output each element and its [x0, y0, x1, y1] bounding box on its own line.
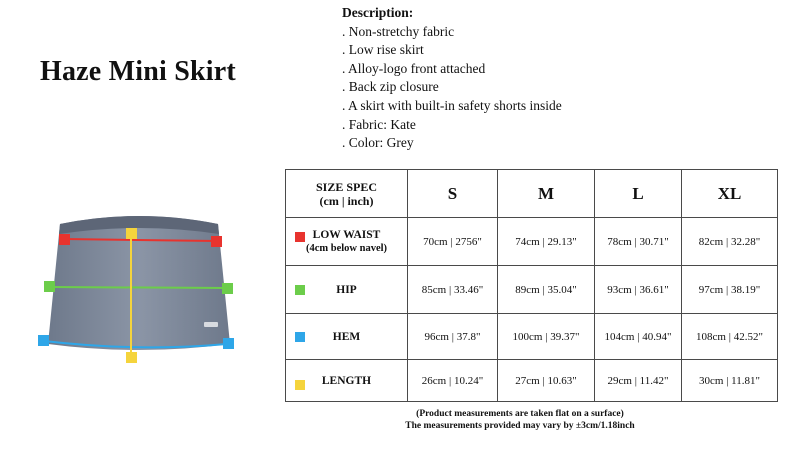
table-row	[286, 266, 778, 314]
table-cell: 70cm | 2756"	[408, 218, 498, 266]
low-waist-label: LOW WAIST	[312, 229, 381, 241]
table-row	[286, 314, 778, 360]
size-header-m: M	[498, 170, 595, 218]
measurement-note-flat: (Product measurements are taken flat on a surface)	[416, 409, 624, 419]
length-label-cell	[286, 360, 408, 402]
table-cell: 97cm | 38.19"	[682, 266, 778, 314]
length-marker-bottom	[126, 352, 137, 363]
table-header-row	[286, 170, 778, 218]
table-row	[286, 218, 778, 266]
hip-marker-left	[44, 281, 55, 292]
table-cell: 100cm | 39.37"	[498, 314, 595, 360]
hip-color-swatch	[295, 285, 305, 295]
table-cell: 85cm | 33.46"	[408, 266, 498, 314]
alloy-logo	[204, 322, 218, 327]
size-spec-table	[285, 169, 778, 402]
low-waist-sublabel: (4cm below navel)	[305, 243, 388, 254]
skirt-body	[48, 216, 230, 350]
hip-marker-right	[222, 283, 233, 294]
table-cell: 26cm | 10.24"	[408, 360, 498, 402]
product-title: Haze Mini Skirt	[40, 56, 236, 87]
length-color-swatch	[295, 380, 305, 390]
low-waist-marker-right	[211, 236, 222, 247]
measurement-notes	[285, 408, 755, 432]
hip-guide	[50, 287, 228, 288]
description-item: . Non-stretchy fabric	[342, 23, 455, 39]
skirt-measurement-diagram	[34, 204, 244, 364]
description-heading: Description:	[342, 5, 414, 20]
measurement-note-variance: The measurements provided may vary by ±3cm/1.18inch	[405, 421, 635, 431]
table-cell: 74cm | 29.13"	[498, 218, 595, 266]
length-label: LENGTH	[321, 374, 372, 387]
size-header-s: S	[408, 170, 498, 218]
hem-marker-right	[223, 338, 234, 349]
hem-color-swatch	[295, 332, 305, 342]
hem-label: HEM	[332, 330, 361, 343]
hip-label: HIP	[336, 283, 357, 296]
table-cell: 82cm | 32.28"	[682, 218, 778, 266]
table-cell: 89cm | 35.04"	[498, 266, 595, 314]
table-cell: 93cm | 36.61"	[595, 266, 682, 314]
hem-marker-left	[38, 335, 49, 346]
low-waist-marker-left	[59, 234, 70, 245]
description-item: . Fabric: Kate	[342, 116, 416, 132]
table-cell: 96cm | 37.8"	[408, 314, 498, 360]
description-item: . Alloy-logo front attached	[342, 60, 486, 76]
table-row	[286, 360, 778, 402]
description-item: . Back zip closure	[342, 79, 439, 95]
table-cell: 104cm | 40.94"	[595, 314, 682, 360]
table-cell: 30cm | 11.81"	[682, 360, 778, 402]
hip-label-cell	[286, 266, 408, 314]
description-item: . Low rise skirt	[342, 42, 424, 58]
size-header-l: L	[595, 170, 682, 218]
table-cell: 108cm | 42.52"	[682, 314, 778, 360]
table-cell: 78cm | 30.71"	[595, 218, 682, 266]
size-spec-title: SIZE SPEC	[315, 179, 378, 194]
hem-label-cell	[286, 314, 408, 360]
size-spec-header	[286, 170, 408, 218]
size-header-xl: XL	[682, 170, 778, 218]
low-waist-color-swatch	[295, 232, 305, 242]
table-cell: 29cm | 11.42"	[595, 360, 682, 402]
description-block	[342, 4, 562, 153]
description-item: . Color: Grey	[342, 135, 414, 151]
table-cell: 27cm | 10.63"	[498, 360, 595, 402]
size-spec-units: (cm | inch)	[319, 193, 374, 208]
description-list	[342, 23, 562, 153]
description-item: . A skirt with built-in safety shorts inside	[342, 97, 562, 113]
length-marker-top	[126, 228, 137, 239]
low-waist-label-cell	[286, 218, 408, 266]
